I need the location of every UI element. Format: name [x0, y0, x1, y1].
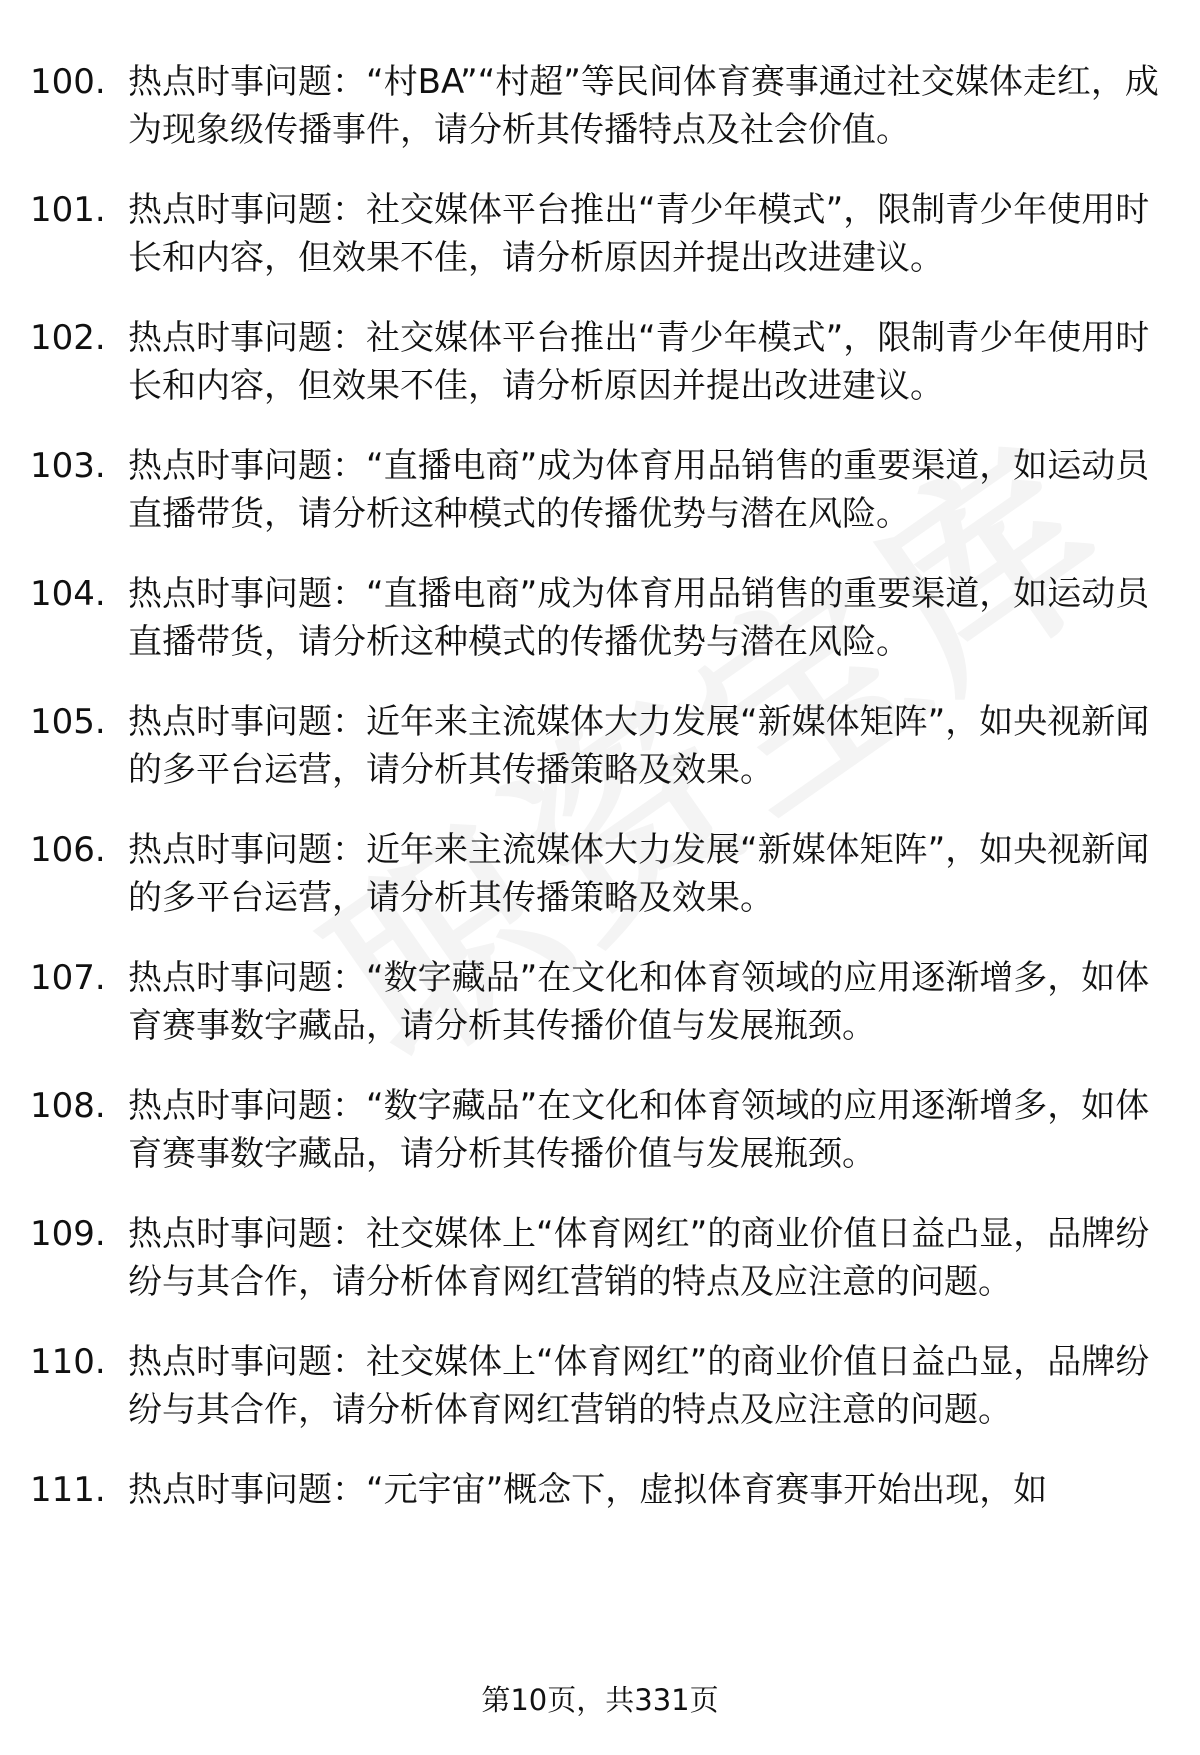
- question-list: [30, 58, 1160, 1546]
- question-number: 106.: [30, 830, 106, 870]
- page-footer: [0, 1680, 1200, 1720]
- question-item: [30, 954, 1160, 1050]
- question-text: 热点时事问题：社交媒体上“体育网红”的商业价值日益凸显，品牌纷纷与其合作，请分析体育网红营销的特点及应注意的问题。: [128, 1214, 1150, 1302]
- question-number: 108.: [30, 1086, 106, 1126]
- question-number: 100.: [30, 62, 106, 102]
- question-number: 104.: [30, 574, 106, 614]
- question-item: [30, 442, 1160, 538]
- question-number: 105.: [30, 702, 106, 742]
- question-item: [30, 58, 1160, 154]
- question-number: 111.: [30, 1470, 106, 1510]
- question-item: [30, 1466, 1160, 1514]
- question-text: 热点时事问题：“数字藏品”在文化和体育领域的应用逐渐增多，如体育赛事数字藏品，请分析其传播价值与发展瓶颈。: [128, 1086, 1150, 1174]
- question-text: 热点时事问题：“直播电商”成为体育用品销售的重要渠道，如运动员直播带货，请分析这种模式的传播优势与潜在风险。: [128, 574, 1150, 662]
- question-item: [30, 826, 1160, 922]
- question-text: 热点时事问题：社交媒体上“体育网红”的商业价值日益凸显，品牌纷纷与其合作，请分析体育网红营销的特点及应注意的问题。: [128, 1342, 1150, 1430]
- question-text: 热点时事问题：“数字藏品”在文化和体育领域的应用逐渐增多，如体育赛事数字藏品，请分析其传播价值与发展瓶颈。: [128, 958, 1150, 1046]
- question-text: 热点时事问题：“元宇宙”概念下，虚拟体育赛事开始出现，如: [128, 1470, 1048, 1510]
- question-number: 109.: [30, 1214, 106, 1254]
- question-text: 热点时事问题：“直播电商”成为体育用品销售的重要渠道，如运动员直播带货，请分析这种模式的传播优势与潜在风险。: [128, 446, 1150, 534]
- question-item: [30, 570, 1160, 666]
- question-item: [30, 1210, 1160, 1306]
- question-text: 热点时事问题：社交媒体平台推出“青少年模式”，限制青少年使用时长和内容，但效果不佳，请分析原因并提出改进建议。: [128, 190, 1150, 278]
- question-text: 热点时事问题：社交媒体平台推出“青少年模式”，限制青少年使用时长和内容，但效果不佳，请分析原因并提出改进建议。: [128, 318, 1150, 406]
- question-text: 热点时事问题：“村BA”“村超”等民间体育赛事通过社交媒体走红，成为现象级传播事件，请分析其传播特点及社会价值。: [128, 62, 1159, 150]
- question-item: [30, 1082, 1160, 1178]
- question-item: [30, 186, 1160, 282]
- page-number-label: 第10页，共331页: [481, 1683, 719, 1717]
- question-text: 热点时事问题：近年来主流媒体大力发展“新媒体矩阵”，如央视新闻的多平台运营，请分析其传播策略及效果。: [128, 830, 1150, 918]
- question-item: [30, 1338, 1160, 1434]
- question-number: 101.: [30, 190, 106, 230]
- question-item: [30, 314, 1160, 410]
- question-text: 热点时事问题：近年来主流媒体大力发展“新媒体矩阵”，如央视新闻的多平台运营，请分析其传播策略及效果。: [128, 702, 1150, 790]
- question-number: 107.: [30, 958, 106, 998]
- question-item: [30, 698, 1160, 794]
- question-number: 110.: [30, 1342, 106, 1382]
- question-number: 103.: [30, 446, 106, 486]
- question-number: 102.: [30, 318, 106, 358]
